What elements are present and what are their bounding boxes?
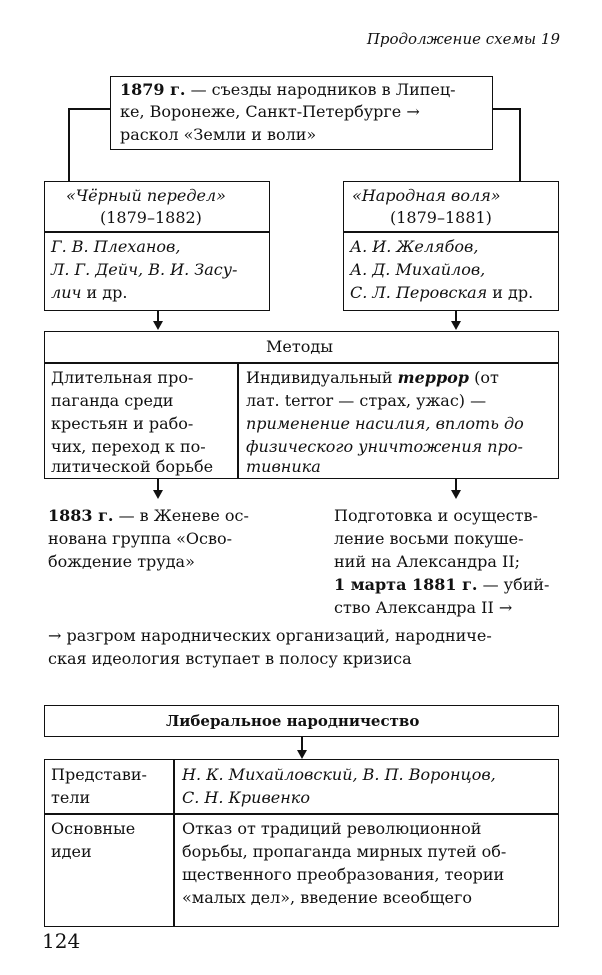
connector-left-v	[68, 108, 70, 181]
liberal-row1-label-l2: тели	[51, 788, 91, 807]
arrow-right-icon: →	[48, 626, 62, 645]
liberal-arrow-stem	[301, 737, 303, 751]
connector-right-v	[519, 108, 521, 181]
liberal-row-divider	[44, 813, 559, 815]
methods-column-divider	[237, 362, 239, 479]
arrow-down-icon	[153, 490, 163, 499]
methods-left-l5: литической борьбе	[51, 457, 214, 476]
methods-right-l5: тивника	[246, 457, 321, 476]
conclusion-l2: ская идеология вступает в полосу кризиса	[48, 649, 412, 668]
arrow-right-icon: →	[406, 102, 420, 121]
arrow-down-icon	[451, 490, 461, 499]
top-box-line3: раскол «Земли и воли»	[120, 125, 317, 144]
outcome-right-l2: ление восьми покуше-	[334, 529, 524, 548]
methods-left-l2: паганда среди	[51, 391, 174, 410]
liberal-row1-label-l1: Представи-	[51, 765, 147, 784]
connector-right-h	[493, 108, 520, 110]
methods-left-l4: чих, переход к по-	[51, 437, 206, 456]
liberal-row2-value-l3: щественного преобразования, теории	[182, 865, 505, 884]
left-org-years: (1879–1882)	[100, 208, 202, 227]
outcome-right-l5: ство Александра II →	[334, 598, 513, 617]
left-org-members-l2: Л. Г. Дейч, В. И. Засу-	[51, 260, 238, 279]
left-org-members-l1: Г. В. Плеханов,	[51, 237, 181, 256]
right-org-members-l3: С. Л. Перовская и др.	[350, 283, 534, 302]
arrow-down-icon	[451, 321, 461, 330]
methods-right-l2: лат. terror — страх, ужас) —	[246, 391, 487, 410]
right-org-years: (1879–1881)	[390, 208, 492, 227]
scheme-continuation-label: Продолжение схемы 19	[366, 30, 560, 48]
methods-right-l1: Индивидуальный террор (от	[246, 368, 499, 387]
liberal-row2-label-l1: Основные	[51, 819, 136, 838]
arrow-down-icon	[297, 750, 307, 759]
right-org-members-l2: А. Д. Михайлов,	[350, 260, 486, 279]
liberal-row2-value-l1: Отказ от традиций революционной	[182, 819, 482, 838]
methods-title: Методы	[266, 337, 333, 356]
outcome-right-l4: 1 марта 1881 г. — убий-	[334, 575, 550, 594]
right-org-name: «Народная воля»	[352, 186, 501, 205]
outcome-left-l3: бождение труда»	[48, 552, 195, 571]
right-org-divider	[343, 231, 559, 233]
top-box-line2: ке, Воронеже, Санкт-Петербурге →	[120, 102, 420, 121]
left-org-members-l3: лич и др.	[51, 283, 128, 302]
outcome-left-l2: нована группа «Осво-	[48, 529, 233, 548]
methods-right-l4: физического уничтожения про-	[246, 437, 523, 456]
methods-title-divider	[44, 362, 559, 364]
liberal-title: Либеральное народничество	[166, 712, 420, 730]
right-org-members-l1: А. И. Желябов,	[350, 237, 479, 256]
methods-left-l1: Длительная про-	[51, 368, 194, 387]
methods-left-l3: крестьян и рабо-	[51, 414, 194, 433]
outcome-right-l3: ний на Александра II;	[334, 552, 521, 571]
liberal-row1-value-l2: С. Н. Кривенко	[182, 788, 310, 807]
liberal-row2-value-l4: «малых дел», введение всеобщего	[182, 888, 472, 907]
left-org-name: «Чёрный передел»	[66, 186, 226, 205]
top-box-line1: 1879 г. — съезды народников в Липец-	[120, 80, 456, 99]
liberal-row2-label-l2: идеи	[51, 842, 92, 861]
outcome-left-l1: 1883 г. — в Женеве ос-	[48, 506, 249, 525]
methods-right-l3: применение насилия, вплоть до	[246, 414, 524, 433]
liberal-row1-value-l1: Н. К. Михайловский, В. П. Воронцов,	[182, 765, 496, 784]
arrow-down-icon	[153, 321, 163, 330]
arrow-right-icon: →	[498, 598, 513, 617]
conclusion-l1: → разгром народнических организаций, народниче-	[48, 626, 492, 645]
page-number: 124	[42, 929, 81, 953]
outcome-right-l1: Подготовка и осуществ-	[334, 506, 538, 525]
liberal-column-divider	[173, 759, 175, 927]
connector-left-h	[68, 108, 110, 110]
liberal-row2-value-l2: борьбы, пропаганда мирных путей об-	[182, 842, 507, 861]
left-org-divider	[44, 231, 270, 233]
